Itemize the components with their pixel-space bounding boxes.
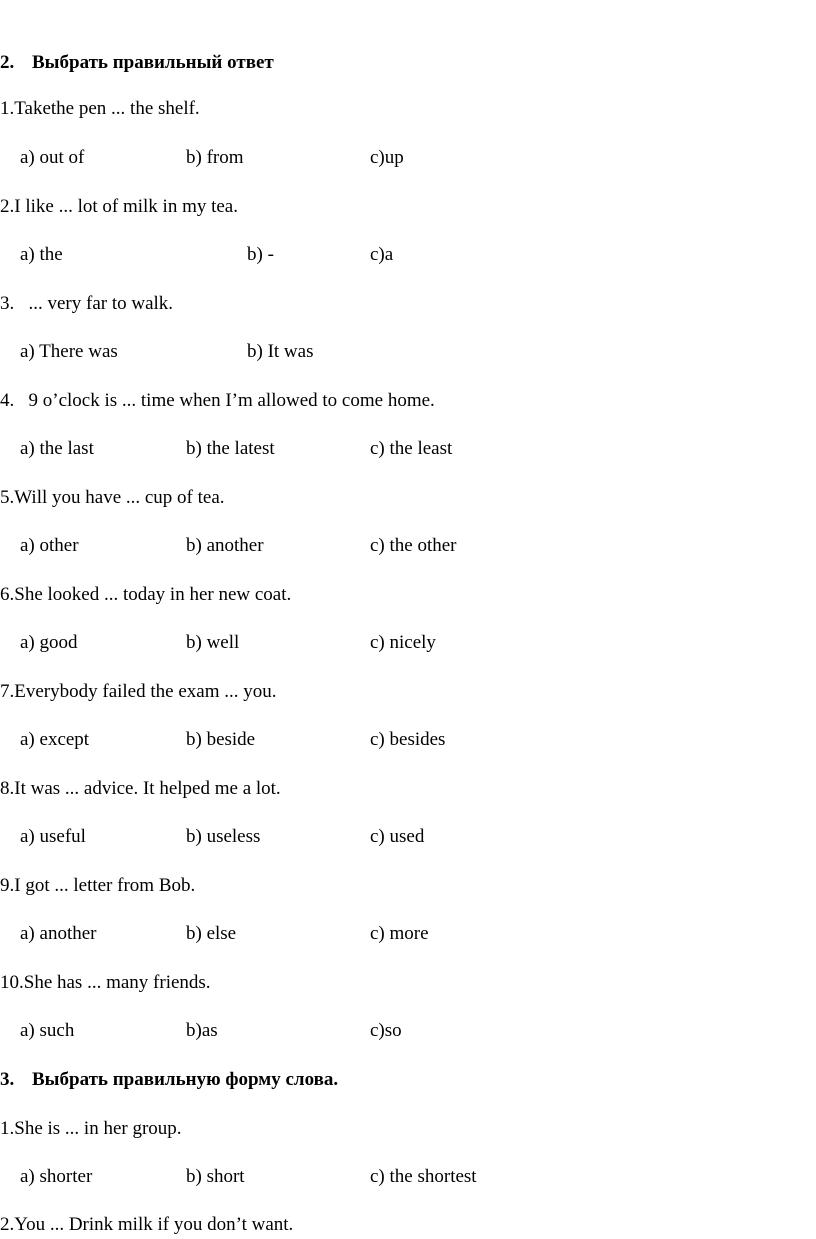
q5-option-c: c) the other xyxy=(370,535,457,556)
q4-option-c: c) the least xyxy=(370,438,453,459)
question-2: 2.I like ... lot of milk in my tea. xyxy=(0,196,238,217)
section-2-title: Выбрать правильный ответ xyxy=(32,52,274,73)
q7-option-c: c) besides xyxy=(370,729,446,750)
q1-option-c: c)up xyxy=(370,147,404,168)
q9-option-b: b) else xyxy=(186,923,237,944)
q2-option-a: a) the xyxy=(20,244,63,265)
question-5: 5.Will you have ... cup of tea. xyxy=(0,487,225,508)
q4-option-b: b) the latest xyxy=(186,438,275,459)
section-2-heading xyxy=(0,52,274,74)
section-3-title: Выбрать правильную форму слова. xyxy=(32,1069,339,1090)
q3-option-b: b) It was xyxy=(247,341,314,362)
q10-option-a: a) such xyxy=(20,1020,75,1041)
q4-option-a: a) the last xyxy=(20,438,94,459)
question-9: 9.I got ... letter from Bob. xyxy=(0,875,196,896)
q1-option-b: b) from xyxy=(186,147,244,168)
q7-option-b: b) beside xyxy=(186,729,256,750)
q6-option-a: a) good xyxy=(20,632,78,653)
question-4: 4. 9 o’clock is ... time when I’m allowed to come home. xyxy=(0,390,435,411)
question-1: 1.Takethe pen ... the shelf. xyxy=(0,98,200,119)
s3-question-1: 1.She is ... in her group. xyxy=(0,1118,182,1139)
q8-option-c: c) used xyxy=(370,826,425,847)
question-6: 6.She looked ... today in her new coat. xyxy=(0,584,292,605)
q8-option-b: b) useless xyxy=(186,826,261,847)
section-3-number: 3. xyxy=(0,1069,15,1090)
q6-option-c: c) nicely xyxy=(370,632,436,653)
section-2-number: 2. xyxy=(0,52,15,73)
q3-option-a: a) There was xyxy=(20,341,118,362)
question-10: 10.She has ... many friends. xyxy=(0,972,211,993)
question-7: 7.Everybody failed the exam ... you. xyxy=(0,681,277,702)
s3-q1-option-b: b) short xyxy=(186,1166,245,1187)
q1-option-a: a) out of xyxy=(20,147,85,168)
q8-option-a: a) useful xyxy=(20,826,86,847)
q2-option-c: c)a xyxy=(370,244,394,265)
section-3-heading xyxy=(0,1069,338,1091)
s3-q1-option-a: a) shorter xyxy=(20,1166,93,1187)
q5-option-b: b) another xyxy=(186,535,264,556)
question-8: 8.It was ... advice. It helped me a lot. xyxy=(0,778,281,799)
q9-option-c: c) more xyxy=(370,923,429,944)
question-3: 3. ... very far to walk. xyxy=(0,293,174,314)
q9-option-a: a) another xyxy=(20,923,97,944)
s3-q1-option-c: c) the shortest xyxy=(370,1166,477,1187)
q7-option-a: a) except xyxy=(20,729,90,750)
q2-option-b: b) - xyxy=(247,244,274,265)
q6-option-b: b) well xyxy=(186,632,240,653)
q5-option-a: a) other xyxy=(20,535,79,556)
s3-question-2: 2.You ... Drink milk if you don’t want. xyxy=(0,1214,294,1235)
q10-option-b: b)as xyxy=(186,1020,218,1041)
q10-option-c: c)so xyxy=(370,1020,402,1041)
